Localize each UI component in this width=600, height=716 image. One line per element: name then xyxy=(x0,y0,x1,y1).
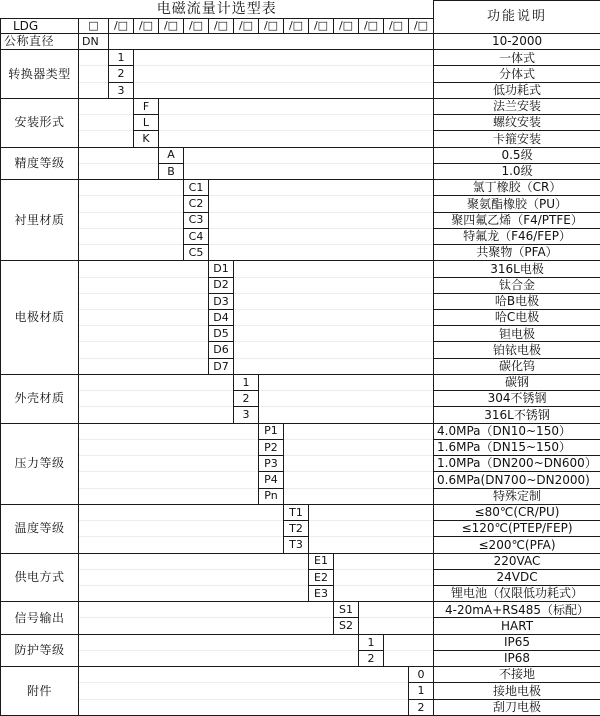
spacer-cell xyxy=(79,98,134,114)
spacer-cell xyxy=(79,585,309,601)
code-placeholder-box: /□ xyxy=(209,19,234,34)
code-placeholder-box: /□ xyxy=(109,19,134,34)
spacer-cell xyxy=(309,537,434,553)
spacer-cell xyxy=(209,180,434,196)
category-label: 防护等级 xyxy=(1,634,79,666)
table-row xyxy=(1,180,600,196)
table-row xyxy=(1,553,600,569)
spacer-cell xyxy=(134,50,434,66)
table-row xyxy=(1,326,600,342)
code-cell: 2 xyxy=(234,391,259,407)
spacer-cell xyxy=(234,326,434,342)
spacer-cell xyxy=(334,569,434,585)
spacer-cell xyxy=(79,488,259,504)
code-placeholder-box: /□ xyxy=(334,19,359,34)
spacer-cell xyxy=(79,66,109,82)
category-label: 附件 xyxy=(1,667,79,716)
code-placeholder-box: /□ xyxy=(284,19,309,34)
table-row xyxy=(1,423,600,439)
spacer-cell xyxy=(334,553,434,569)
description-cell: 0.5级 xyxy=(434,147,600,163)
spacer-cell xyxy=(234,358,434,374)
code-cell: S1 xyxy=(334,602,359,618)
code-cell: P3 xyxy=(259,456,284,472)
table-row xyxy=(1,504,600,520)
code-cell: 3 xyxy=(234,407,259,423)
spacer-cell xyxy=(79,391,234,407)
spacer-cell xyxy=(79,618,334,634)
spacer-cell xyxy=(79,423,259,439)
spacer-cell xyxy=(79,163,159,179)
description-cell: 钽电极 xyxy=(434,326,600,342)
description-cell: ≤120℃(PTEP/FEP) xyxy=(434,521,600,537)
table-row xyxy=(1,82,600,98)
function-column-header: 功能说明 xyxy=(434,1,600,34)
category-label: 外壳材质 xyxy=(1,374,79,423)
table-row xyxy=(1,472,600,488)
description-cell: 聚氨酯橡胶（PU） xyxy=(434,196,600,212)
spacer-cell xyxy=(79,228,184,244)
table-row xyxy=(1,569,600,585)
description-cell: 钛合金 xyxy=(434,277,600,293)
table-row xyxy=(1,98,600,114)
table-row xyxy=(1,277,600,293)
description-cell: ≤80℃(CR/PU) xyxy=(434,504,600,520)
description-cell: 316L不锈钢 xyxy=(434,407,600,423)
table-row xyxy=(1,634,600,650)
table-row xyxy=(1,407,600,423)
description-cell: 1.6MPa（DN15~150） xyxy=(434,439,600,455)
code-placeholder-box: /□ xyxy=(384,19,409,34)
spacer-cell xyxy=(159,131,434,147)
code-cell: L xyxy=(134,115,159,131)
spacer-cell xyxy=(384,650,434,666)
spacer-cell xyxy=(159,98,434,114)
table-row xyxy=(1,163,600,179)
table-row xyxy=(1,358,600,374)
code-placeholder-box: □ xyxy=(79,19,109,34)
category-label: 供电方式 xyxy=(1,553,79,602)
code-cell: 1 xyxy=(234,374,259,390)
spacer-cell xyxy=(79,553,309,569)
description-cell: 不接地 xyxy=(434,667,600,683)
code-placeholder-box: /□ xyxy=(159,19,184,34)
description-cell: 1.0级 xyxy=(434,163,600,179)
description-cell: 锂电池（仅限低功耗式） xyxy=(434,585,600,601)
spacer-cell xyxy=(79,683,409,699)
table-row xyxy=(1,228,600,244)
code-placeholder-box: /□ xyxy=(259,19,284,34)
spacer-cell xyxy=(209,196,434,212)
description-cell: 法兰安装 xyxy=(434,98,600,114)
code-cell: 1 xyxy=(109,50,134,66)
spacer-cell xyxy=(159,115,434,131)
spacer-cell xyxy=(234,293,434,309)
table-row xyxy=(1,667,600,683)
table-row xyxy=(1,115,600,131)
table-row xyxy=(1,439,600,455)
code-cell: T2 xyxy=(284,521,309,537)
code-cell: F xyxy=(134,98,159,114)
table-row xyxy=(1,131,600,147)
table-row xyxy=(1,521,600,537)
code-cell: K xyxy=(134,131,159,147)
code-cell: D3 xyxy=(209,293,234,309)
description-cell: 4-20mA+RS485（标配） xyxy=(434,602,600,618)
model-prefix: LDG xyxy=(1,19,79,34)
spacer-cell xyxy=(79,261,209,277)
spacer-cell xyxy=(79,456,259,472)
code-cell: B xyxy=(159,163,184,179)
spacer-cell xyxy=(334,585,434,601)
spacer-cell xyxy=(234,309,434,325)
spacer-cell xyxy=(79,196,184,212)
code-cell: D5 xyxy=(209,326,234,342)
table-row xyxy=(1,488,600,504)
code-cell: A xyxy=(159,147,184,163)
spacer-cell xyxy=(234,277,434,293)
spacer-cell xyxy=(209,228,434,244)
spacer-cell xyxy=(134,82,434,98)
code-placeholder-box: /□ xyxy=(234,19,259,34)
table-row xyxy=(1,196,600,212)
spacer-cell xyxy=(284,456,434,472)
description-cell: ≤200℃(PFA) xyxy=(434,537,600,553)
spacer-cell xyxy=(79,537,284,553)
table-title: 电磁流量计选型表 xyxy=(1,1,434,19)
spacer-cell xyxy=(134,66,434,82)
description-cell: 碳化钨 xyxy=(434,358,600,374)
description-cell: IP65 xyxy=(434,634,600,650)
description-cell: HART xyxy=(434,618,600,634)
spacer-cell xyxy=(79,634,359,650)
code-cell: D7 xyxy=(209,358,234,374)
spacer-cell xyxy=(109,34,434,50)
spacer-cell xyxy=(79,50,109,66)
code-cell: T1 xyxy=(284,504,309,520)
description-cell: 哈B电极 xyxy=(434,293,600,309)
spacer-cell xyxy=(79,147,159,163)
spacer-cell xyxy=(234,342,434,358)
spacer-cell xyxy=(79,374,234,390)
description-cell: 碳钢 xyxy=(434,374,600,390)
description-cell: 卡箍安装 xyxy=(434,131,600,147)
spacer-cell xyxy=(79,699,409,715)
code-cell: C3 xyxy=(184,212,209,228)
description-cell: 一体式 xyxy=(434,50,600,66)
code-placeholder-box: /□ xyxy=(134,19,159,34)
code-cell: 1 xyxy=(409,683,434,699)
description-cell: 特殊定制 xyxy=(434,488,600,504)
code-cell: D4 xyxy=(209,309,234,325)
code-cell: 1 xyxy=(359,634,384,650)
description-cell: 304不锈钢 xyxy=(434,391,600,407)
code-cell: 3 xyxy=(109,82,134,98)
table-row xyxy=(1,34,600,50)
spacer-cell xyxy=(309,504,434,520)
spacer-cell xyxy=(79,309,209,325)
code-cell: 2 xyxy=(359,650,384,666)
table-row xyxy=(1,537,600,553)
code-placeholder-box: /□ xyxy=(409,19,434,34)
description-cell: 分体式 xyxy=(434,66,600,82)
spacer-cell xyxy=(309,521,434,537)
table-row xyxy=(1,650,600,666)
table-row xyxy=(1,585,600,601)
code-cell: C4 xyxy=(184,228,209,244)
spacer-cell xyxy=(79,326,209,342)
header-row-title xyxy=(1,1,600,19)
code-cell: C1 xyxy=(184,180,209,196)
code-cell: S2 xyxy=(334,618,359,634)
table-row xyxy=(1,699,600,715)
spacer-cell xyxy=(79,212,184,228)
code-cell: D2 xyxy=(209,277,234,293)
code-cell: P4 xyxy=(259,472,284,488)
description-cell: IP68 xyxy=(434,650,600,666)
table-row xyxy=(1,245,600,261)
spacer-cell xyxy=(79,358,209,374)
table-row xyxy=(1,147,600,163)
table-row xyxy=(1,456,600,472)
code-cell: D1 xyxy=(209,261,234,277)
code-cell: 2 xyxy=(409,699,434,715)
table-row xyxy=(1,602,600,618)
code-cell: C5 xyxy=(184,245,209,261)
spacer-cell xyxy=(79,115,134,131)
table-row xyxy=(1,618,600,634)
code-placeholder-box: /□ xyxy=(359,19,384,34)
spacer-cell xyxy=(284,488,434,504)
code-cell: P2 xyxy=(259,439,284,455)
spacer-cell xyxy=(234,261,434,277)
code-cell: 0 xyxy=(409,667,434,683)
spacer-cell xyxy=(79,602,334,618)
code-cell: E2 xyxy=(309,569,334,585)
code-cell: T3 xyxy=(284,537,309,553)
code-cell: C2 xyxy=(184,196,209,212)
spacer-cell xyxy=(259,391,434,407)
description-cell: 接地电极 xyxy=(434,683,600,699)
spacer-cell xyxy=(79,131,134,147)
table-row xyxy=(1,261,600,277)
table-row xyxy=(1,293,600,309)
spacer-cell xyxy=(209,212,434,228)
category-label: 衬里材质 xyxy=(1,180,79,261)
category-label: 转换器类型 xyxy=(1,50,79,99)
category-label: 压力等级 xyxy=(1,423,79,504)
spacer-cell xyxy=(79,504,284,520)
spacer-cell xyxy=(284,472,434,488)
spacer-cell xyxy=(79,277,209,293)
description-cell: 氯丁橡胶（CR） xyxy=(434,180,600,196)
spacer-cell xyxy=(209,245,434,261)
spacer-cell xyxy=(284,439,434,455)
code-cell: DN xyxy=(79,34,109,50)
description-cell: 共聚物（PFA） xyxy=(434,245,600,261)
spacer-cell xyxy=(79,439,259,455)
description-cell: 哈C电极 xyxy=(434,309,600,325)
spacer-cell xyxy=(79,293,209,309)
spacer-cell xyxy=(79,245,184,261)
description-cell: 螺纹安装 xyxy=(434,115,600,131)
selection-table-body xyxy=(1,1,600,716)
category-label: 电极材质 xyxy=(1,261,79,375)
table-row xyxy=(1,50,600,66)
description-cell: 1.0MPa（DN200~DN600） xyxy=(434,456,600,472)
description-cell: 低功耗式 xyxy=(434,82,600,98)
table-row xyxy=(1,374,600,390)
category-label: 公称直径 xyxy=(1,34,79,50)
table-row xyxy=(1,342,600,358)
category-label: 安装形式 xyxy=(1,98,79,147)
spacer-cell xyxy=(79,521,284,537)
table-row xyxy=(1,309,600,325)
spacer-cell xyxy=(359,618,434,634)
spacer-cell xyxy=(284,423,434,439)
spacer-cell xyxy=(79,342,209,358)
description-cell: 特氟龙（F46/FEP） xyxy=(434,228,600,244)
category-label: 温度等级 xyxy=(1,504,79,553)
category-label: 信号输出 xyxy=(1,602,79,634)
table-row xyxy=(1,683,600,699)
spacer-cell xyxy=(79,407,234,423)
spacer-cell xyxy=(79,650,359,666)
spacer-cell xyxy=(184,147,434,163)
code-cell: E1 xyxy=(309,553,334,569)
code-cell: Pn xyxy=(259,488,284,504)
code-cell: 2 xyxy=(109,66,134,82)
description-cell: 220VAC xyxy=(434,553,600,569)
description-cell: 10-2000 xyxy=(434,34,600,50)
spacer-cell xyxy=(259,407,434,423)
description-cell: 聚四氟乙烯（F4/PTFE） xyxy=(434,212,600,228)
code-placeholder-box: /□ xyxy=(309,19,334,34)
spacer-cell xyxy=(184,163,434,179)
description-cell: 316L电极 xyxy=(434,261,600,277)
description-cell: 24VDC xyxy=(434,569,600,585)
spacer-cell xyxy=(359,602,434,618)
category-label: 精度等级 xyxy=(1,147,79,179)
spacer-cell xyxy=(79,82,109,98)
code-placeholder-box: /□ xyxy=(184,19,209,34)
spacer-cell xyxy=(79,569,309,585)
table-row xyxy=(1,66,600,82)
table-row xyxy=(1,212,600,228)
description-cell: 0.6MPa(DN700~DN2000) xyxy=(434,472,600,488)
description-cell: 铂铱电极 xyxy=(434,342,600,358)
table-row xyxy=(1,391,600,407)
description-cell: 刮刀电极 xyxy=(434,699,600,715)
spacer-cell xyxy=(79,667,409,683)
spacer-cell xyxy=(79,472,259,488)
spacer-cell xyxy=(259,374,434,390)
description-cell: 4.0MPa（DN10~150） xyxy=(434,423,600,439)
spacer-cell xyxy=(384,634,434,650)
spacer-cell xyxy=(79,180,184,196)
code-cell: D6 xyxy=(209,342,234,358)
code-cell: P1 xyxy=(259,423,284,439)
code-cell: E3 xyxy=(309,585,334,601)
